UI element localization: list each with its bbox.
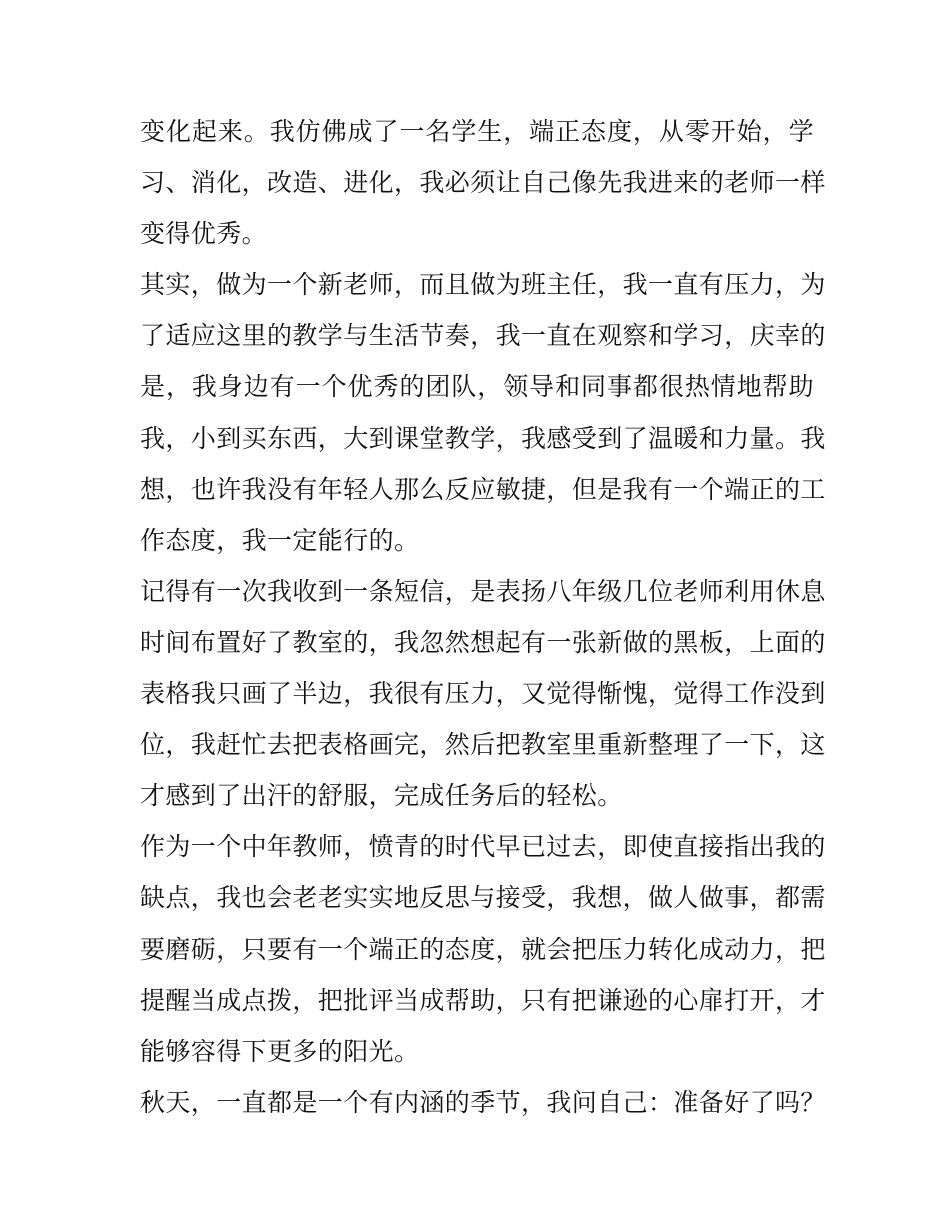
paragraph-5 [140,1077,826,1128]
text-line: 了适应这里的教学与生活节奏，我一直在观察和学习，庆幸的 [140,321,826,351]
text-line: 变化起来。我仿佛成了一名学生，端正态度，从零开始，学 [140,117,814,146]
text-line: 能够容得下更多的阳光。 [140,1036,420,1066]
text-line: 作态度，我一定能行的。 [140,525,420,555]
text-line: 记得有一次我收到一条短信，是表扬八年级几位老师利用休息 [140,576,826,606]
text-line: 想，也许我没有年轻人那么反应敏捷，但是我有一个端正的工 [140,474,826,504]
paragraph-4 [140,821,826,1076]
text-line: 才感到了出汗的舒服，完成任务后的轻松。 [140,781,623,811]
paragraph-2 [140,259,826,566]
text-line: 作为一个中年教师，愤青的时代早已过去，即使直接指出我的 [140,832,826,862]
text-line: 秋天，一直都是一个有内涵的季节，我问自己：准备好了吗？ [140,1087,826,1117]
text-line: 要磨砺，只要有一个端正的态度，就会把压力转化成动力，把 [140,934,826,964]
text-line: 变得优秀。 [140,219,268,249]
text-line: 位，我赶忙去把表格画完，然后把教室里重新整理了一下，这 [140,730,826,760]
text-line: 习、消化，改造、进化，我必须让自己像先我进来的老师一样 [140,168,826,198]
text-line: 其实，做为一个新老师，而且做为班主任，我一直有压力，为 [140,270,826,300]
text-line: 我，小到买东西，大到课堂教学，我感受到了温暖和力量。我 [140,423,826,453]
text-line: 是，我身边有一个优秀的团队，领导和同事都很热情地帮助 [140,372,814,402]
paragraph-3 [140,566,826,821]
body-text [140,106,826,1128]
paragraph-1 [140,106,826,259]
text-line: 缺点，我也会老老实实地反思与接受，我想，做人做事，都需 [140,883,826,913]
text-line: 提醒当成点拨，把批评当成帮助，只有把谦逊的心扉打开，才 [140,985,826,1015]
text-line: 表格我只画了半边，我很有压力，又觉得惭愧，觉得工作没到 [140,679,826,709]
text-line: 时间布置好了教室的，我忽然想起有一张新做的黑板，上面的 [140,627,826,657]
